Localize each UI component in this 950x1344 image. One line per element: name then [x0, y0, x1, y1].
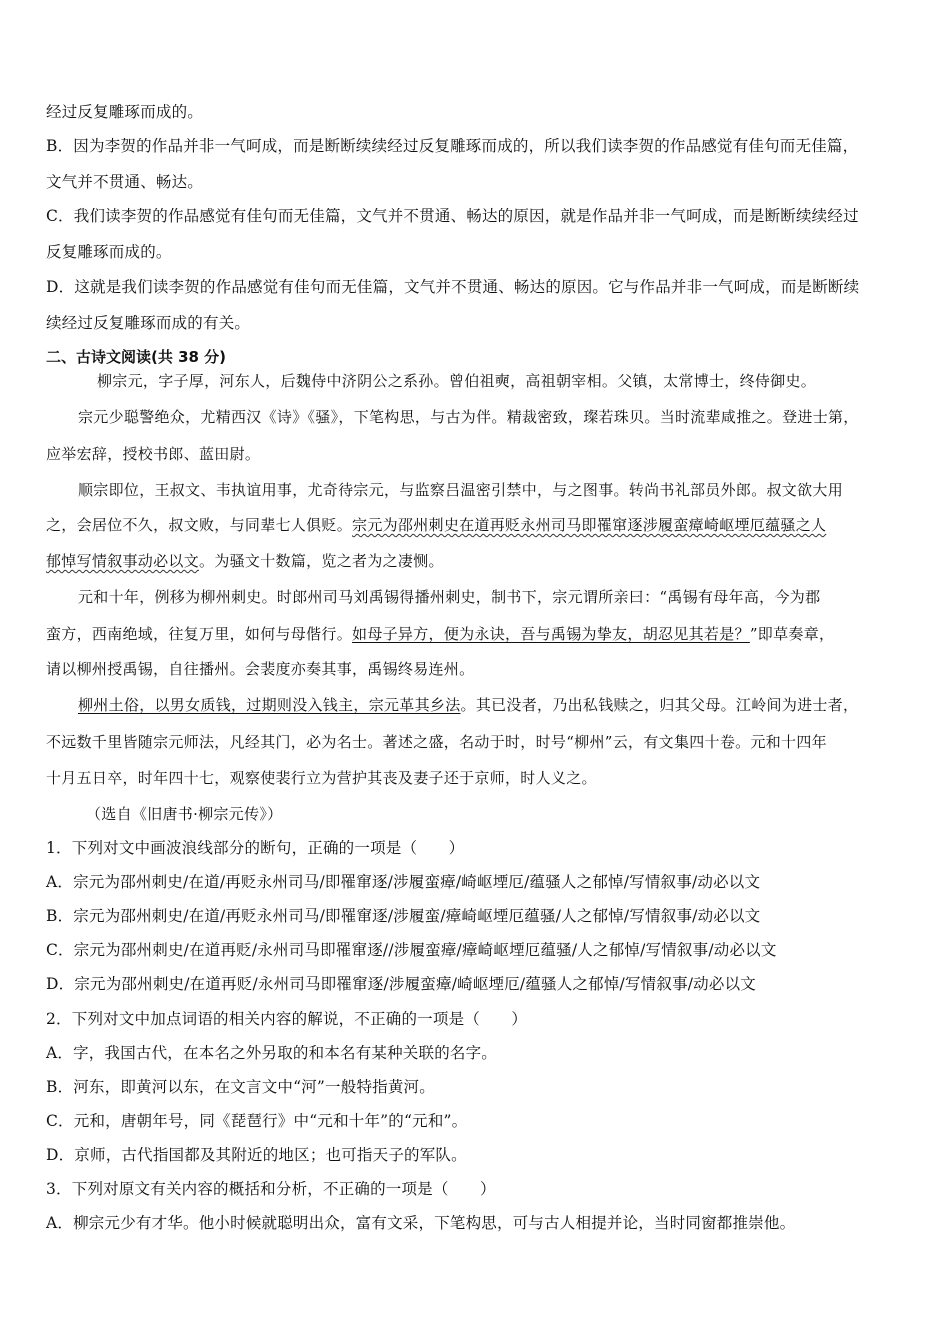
prev-option-d-line2: 续经过反复雕琢而成的有关。 — [46, 314, 251, 332]
passage-paragraph-3-line3 — [46, 550, 444, 572]
underlined-sentence-translate: 如母子异方，便为永诀，吾与禹锡为挚友，胡忍见其若是？ — [352, 625, 750, 643]
question-1-stem: 1．下列对文中画波浪线部分的断句，正确的一项是（ ） — [46, 839, 465, 857]
wavy-underlined-sentence-end: 郁悼写情叙事动必以文 — [46, 552, 200, 570]
passage-paragraph-3-line1: 顺宗即位，王叔文、韦执谊用事，尤奇待宗元，与监察吕温密引禁中，与之图事。转尚书礼部员外郎。叔文欲大用 — [78, 481, 844, 499]
prev-option-d-line1: D．这就是我们读李贺的作品感觉有佳句而无佳篇，文气并不贯通、畅达的原因。它与作品并非一气呵成，而是断断续 — [46, 278, 860, 296]
passage-text: 。为骚文十数篇，览之者为之凄恻。 — [199, 552, 444, 570]
passage-paragraph-5-line1 — [78, 694, 858, 716]
question-3-option-a: A．柳宗元少有才华。他小时候就聪明出众，富有文采，下笔构思，可与古人相提并论，当时同窗都推崇他。 — [46, 1214, 796, 1232]
question-2-option-d: D．京师，古代指国都及其附近的地区；也可指天子的军队。 — [46, 1146, 467, 1164]
passage-paragraph-1: 柳宗元，字子厚，河东人，后魏侍中济阴公之系孙。曾伯祖奭，高祖朝宰相。父镇，太常博士，终侍御史。 — [97, 372, 817, 390]
passage-text: 之，会居位不久，叔文败，与同辈七人俱贬。 — [46, 516, 353, 534]
passage-paragraph-5-line3: 十月五日卒，时年四十七，观察使裴行立为营护其丧及妻子还于京师，时人义之。 — [46, 769, 597, 787]
underlined-sentence-translate-2: 柳州土俗，以男女质钱，过期则没入钱主，宗元革其乡法 — [78, 696, 461, 714]
passage-paragraph-3-line2 — [46, 514, 826, 536]
question-1-option-d: D．宗元为邵州刺史/在道再贬/永州司马即罹窜逐/涉履蛮瘴/崎岖堙厄/蕴骚人之郁悼/写情叙事/动必以文 — [46, 975, 756, 993]
passage-text: ”即草奏章， — [749, 625, 835, 643]
passage-text: 。其已没者，乃出私钱赎之，归其父母。江岭间为进士者， — [460, 696, 859, 714]
question-2-option-a: A．字，我国古代，在本名之外另取的和本名有某种关联的名字。 — [46, 1044, 497, 1062]
question-2-option-b: B．河东，即黄河以东，在文言文中“河”一般特指黄河。 — [46, 1078, 435, 1096]
question-1-option-b: B．宗元为邵州刺史/在道/再贬永州司马/即罹窜逐/涉履蛮/瘴崎岖堙厄蕴骚/人之郁悼/写情叙事/动必以文 — [46, 907, 761, 925]
question-2-option-c: C．元和，唐朝年号，同《琵琶行》中“元和十年”的“元和”。 — [46, 1112, 468, 1130]
prev-option-c-line2: 反复雕琢而成的。 — [46, 243, 172, 261]
passage-paragraph-5-line2: 不远数千里皆随宗元师法，凡经其门，必为名士。著述之盛，名动于时，时号“柳州”云，有文集四十卷。元和十四年 — [46, 733, 827, 751]
question-2-stem: 2．下列对文中加点词语的相关内容的解说，不正确的一项是（ ） — [46, 1010, 528, 1028]
passage-source: （选自《旧唐书·柳宗元传》） — [86, 805, 283, 823]
passage-paragraph-2-line2: 应举宏辞，授校书郎、蓝田尉。 — [46, 445, 261, 463]
prev-option-a-tail: 经过反复雕琢而成的。 — [46, 103, 204, 121]
prev-option-b-line1: B．因为李贺的作品并非一气呵成，而是断断续续经过反复雕琢而成的，所以我们读李贺的作品感觉有佳句而无佳篇， — [46, 137, 859, 155]
passage-paragraph-4-line1: 元和十年，例移为柳州刺史。时郎州司马刘禹锡得播州刺史，制书下，宗元谓所亲曰：“禹锡有母年高，今为郡 — [78, 588, 821, 606]
prev-option-b-line2: 文气并不贯通、畅达。 — [46, 173, 204, 191]
section-heading: 二、古诗文阅读(共 38 分) — [46, 348, 227, 366]
passage-paragraph-4-line2 — [46, 623, 834, 645]
question-1-option-c: C．宗元为邵州刺史/在道再贬/永州司马即罹窜逐//涉履蛮瘴/瘴崎岖堙厄蕴骚/人之郁悼/写情叙事/动必以文 — [46, 941, 777, 959]
passage-text: 蛮方，西南绝域，往复万里，如何与母偕行。 — [46, 625, 353, 643]
wavy-underlined-sentence: 宗元为邵州刺史在道再贬永州司马即罹窜逐涉履蛮瘴崎岖堙厄蕴骚之人 — [352, 516, 827, 534]
question-3-stem: 3．下列对原文有关内容的概括和分析，不正确的一项是（ ） — [46, 1180, 496, 1198]
passage-paragraph-4-line3: 请以柳州授禹锡，自往播州。会裴度亦奏其事，禹锡终易连州。 — [46, 660, 475, 678]
passage-paragraph-2-line1: 宗元少聪警绝众，尤精西汉《诗》《骚》，下笔构思，与古为伴。精裁密致，璨若珠贝。当时流辈咸推之。登进士第， — [78, 408, 859, 426]
prev-option-c-line1: C．我们读李贺的作品感觉有佳句而无佳篇，文气并不贯通、畅达的原因，就是作品并非一气呵成，而是断断续续经过 — [46, 207, 859, 225]
question-1-option-a: A．宗元为邵州刺史/在道/再贬永州司马/即罹窜逐/涉履蛮瘴/崎岖堙厄/蕴骚人之郁悼/写情叙事/动必以文 — [46, 873, 761, 891]
